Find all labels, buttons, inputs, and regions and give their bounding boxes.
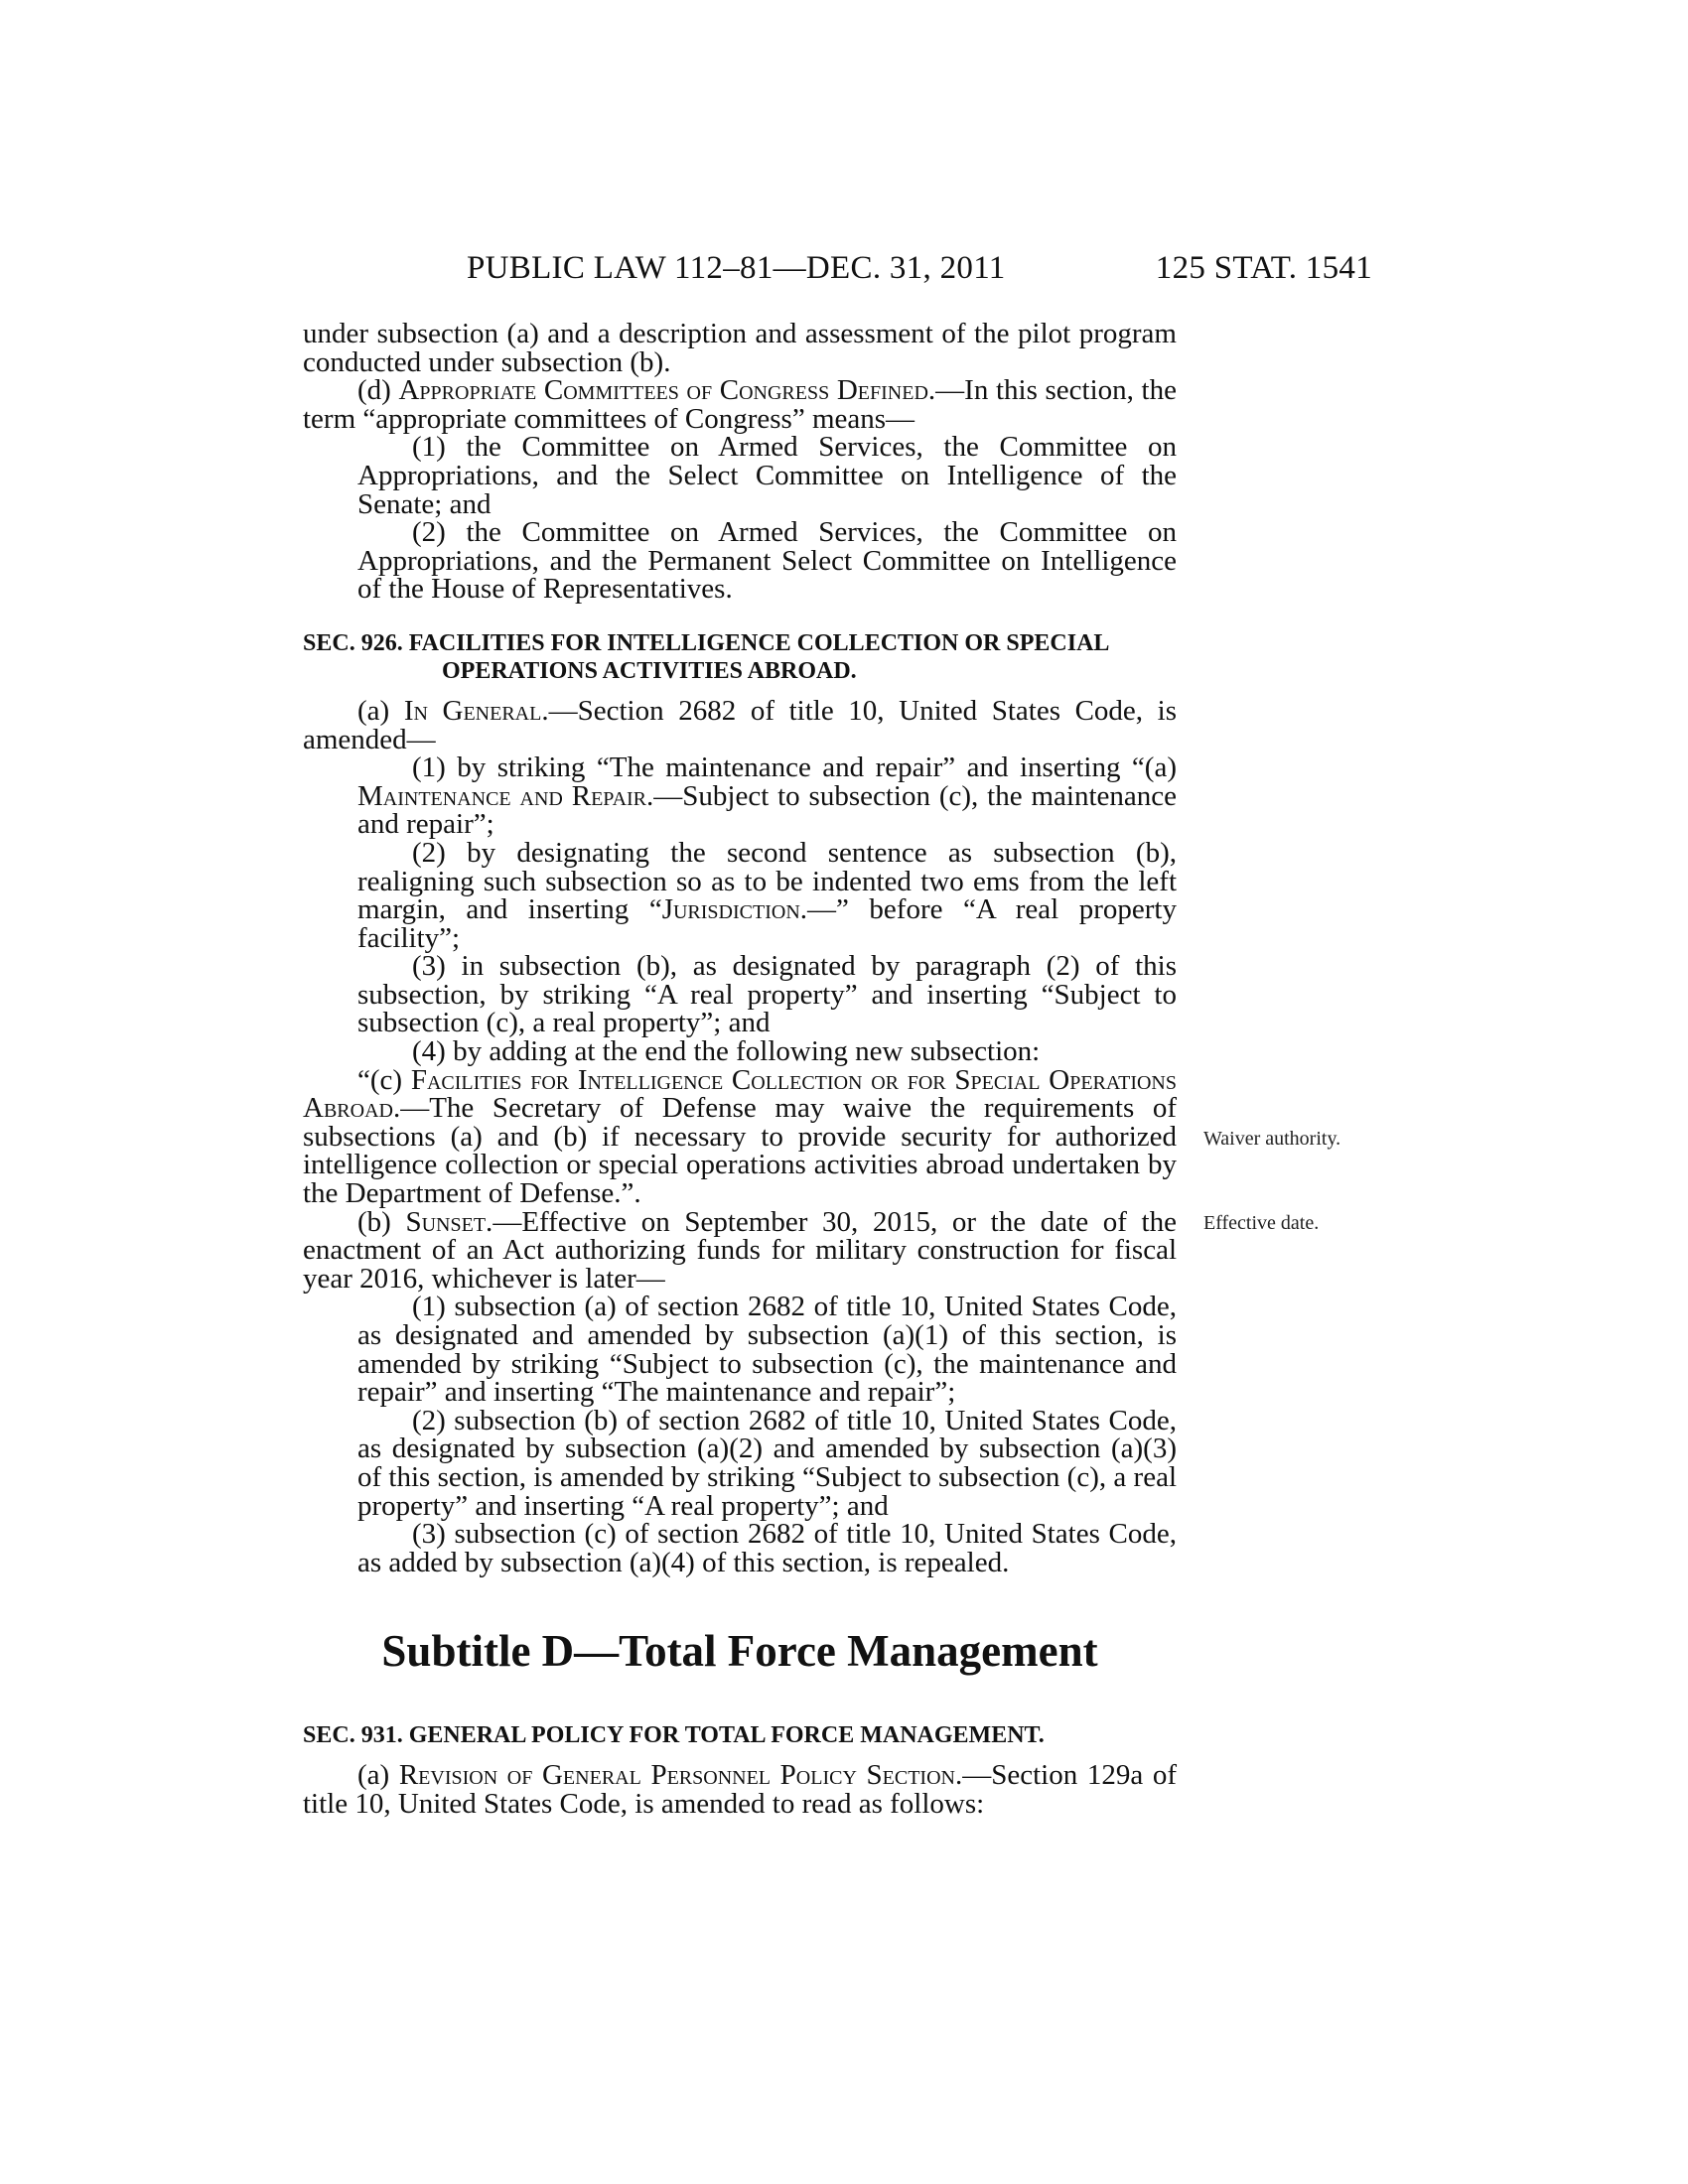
subsection-d xyxy=(303,376,1177,433)
quoted-subsection-c xyxy=(303,1063,1177,1210)
paragraph-b2: (2) subsection (b) of section 2682 of title 10, United States Code, as designated by subsection (a)(2) and amended by subsection (a)(3) of this section, is amended by striking “Subject to subsection (c), a real property” and inserting “A real property”; and xyxy=(357,1404,1177,1522)
subsection-a xyxy=(303,694,1178,755)
subsection-a-heading: In General. xyxy=(403,694,549,727)
margin-note-effective-date: Effective date. xyxy=(1203,1212,1320,1234)
paragraph-a4: (4) by adding at the end the following new subsection: xyxy=(412,1035,1041,1068)
paragraph-d2: (2) the Committee on Armed Services, the Committee on Appropriations, and the Permanent Select Committee on Intelligence of the House of Representatives. xyxy=(357,516,1177,606)
subsection-d-heading: Appropriate Committees of Congress Defined. xyxy=(398,374,936,407)
section-926-heading: SEC. 926. FACILITIES FOR INTELLIGENCE COLLECTION OR SPECIAL OPERATIONS ACTIVITIES ABROAD. xyxy=(303,629,1109,684)
paragraph-b3: (3) subsection (c) of section 2682 of title 10, United States Code, as added by subsection (a)(4) of this section, is repealed. xyxy=(357,1518,1177,1578)
subsection-d-label: (d) xyxy=(357,374,399,407)
paragraph-a2 xyxy=(357,836,1177,954)
paragraph-a1-post: —Subject to subsection (c), the maintenance and repair”; xyxy=(357,779,1177,841)
subsection-a-label: (a) xyxy=(357,694,404,727)
quoted-subsection-c-heading: Facilities for Intelligence Collection or for Special Operations Abroad. xyxy=(303,1063,1177,1125)
continued-paragraph: under subsection (a) and a description and assessment of the pilot program conducted under subsection (b). xyxy=(303,318,1177,378)
quoted-subsection-c-text: —The Secretary of Defense may waive the requirements of subsections (a) and (b) if necessary to provide security for authorized intelligence collection or special operations activities abroad undertaken by the Department of Defense.”. xyxy=(303,1092,1177,1210)
subsection-d-text: —In this section, the term “appropriate committees of Congress” means— xyxy=(303,374,1177,435)
paragraph-b1: (1) subsection (a) of section 2682 of title 10, United States Code, as designated and amended by subsection (a)(1) of this section, is amended by striking “Subject to subsection (c), the maintenance and repair” and inserting “The maintenance and repair”; xyxy=(357,1291,1177,1409)
section-931-subsection-a-text: —Section 129a of title 10, United States Code, is amended to read as follows: xyxy=(303,1759,1177,1820)
subsection-b-label: (b) xyxy=(357,1205,406,1238)
subsection-b xyxy=(303,1205,1177,1295)
paragraph-a1-pre: (1) by striking “The maintenance and repair” and inserting “(a) xyxy=(412,751,1177,784)
running-header-title: PUBLIC LAW 112–81—DEC. 31, 2011 xyxy=(467,250,1006,286)
section-931-subsection-a-heading: Revision of General Personnel Policy Section. xyxy=(398,1759,963,1792)
paragraph-d1: (1) the Committee on Armed Services, the Committee on Appropriations, and the Select Committee on Intelligence of the Senate; and xyxy=(357,431,1177,520)
subsection-a-text: —Section 2682 of title 10, United States Code, is amended— xyxy=(303,694,1178,755)
subsection-b-text: —Effective on September 30, 2015, or the date of the enactment of an Act authorizing funds for military construction for fiscal year 2016, whichever is later— xyxy=(303,1205,1177,1295)
paragraph-a1 xyxy=(357,753,1177,839)
quoted-subsection-c-label: “(c) xyxy=(357,1063,411,1096)
paragraph-a2-heading: Jurisdiction. xyxy=(661,893,808,926)
running-header-stat-page: 125 STAT. 1541 xyxy=(1155,250,1372,286)
body-text xyxy=(303,320,1177,1819)
paragraph-a3: (3) in subsection (b), as designated by paragraph (2) of this subsection, by striking “A real property” and inserting “Subject to subsection (c), a real property”; and xyxy=(357,950,1177,1039)
paragraph-a1-heading: Maintenance and Repair. xyxy=(357,779,654,812)
paragraph-a2-post: —” before “A real property facility”; xyxy=(357,893,1177,954)
subtitle-heading: Subtitle D—Total Force Management xyxy=(381,1626,1098,1677)
subsection-b-heading: Sunset. xyxy=(405,1205,493,1238)
section-931-heading: SEC. 931. GENERAL POLICY FOR TOTAL FORCE MANAGEMENT. xyxy=(303,1722,1045,1749)
section-931-subsection-a xyxy=(303,1761,1177,1818)
margin-note-waiver: Waiver authority. xyxy=(1203,1128,1341,1150)
paragraph-a2-pre: (2) by designating the second sentence as subsection (b), realigning such subsection so as to be indented two ems from the left margin, and inserting “ xyxy=(357,836,1177,926)
section-931-subsection-a-label: (a) xyxy=(357,1759,399,1792)
